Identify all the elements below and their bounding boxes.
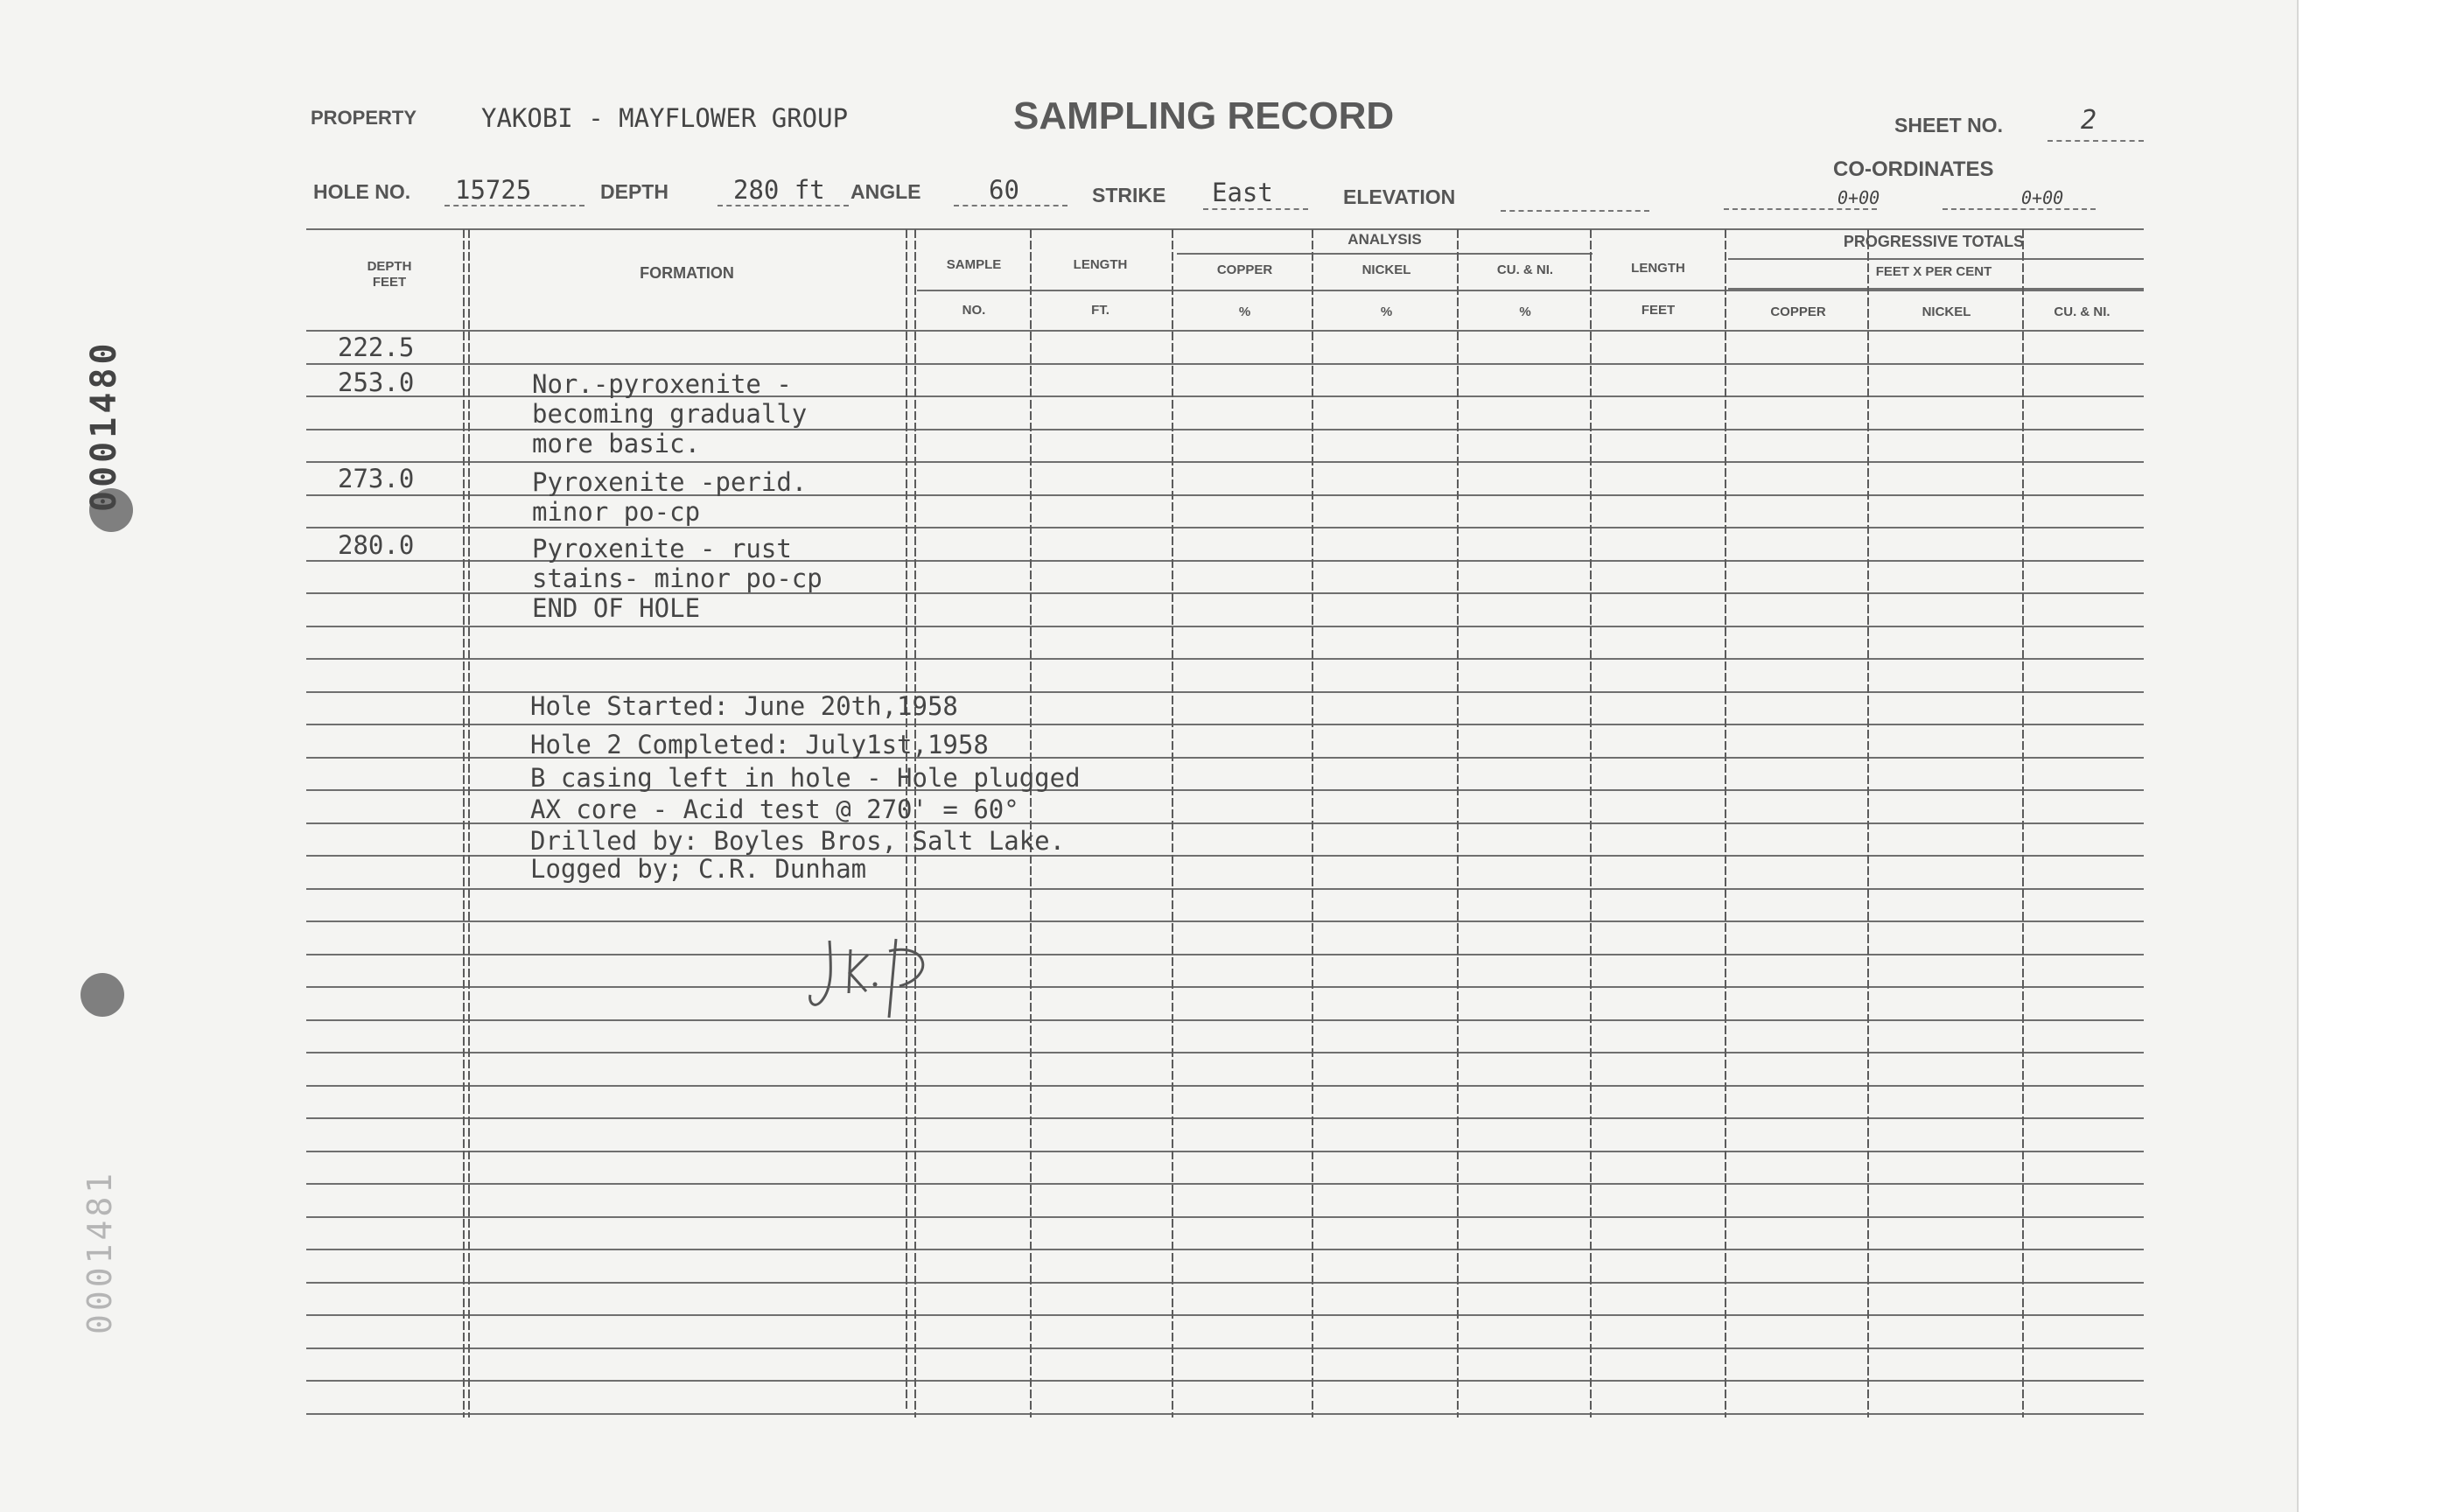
depth-entry: 280.0 (338, 530, 415, 560)
strike-label: STRIKE (1092, 184, 1166, 206)
formation-line: stains- minor po-cp (532, 564, 822, 593)
col-pct-nickel: % (1380, 304, 1393, 319)
depth-entry: 222.5 (338, 332, 415, 362)
depth-entry: 273.0 (338, 464, 415, 494)
depth-label: DEPTH (600, 180, 668, 203)
col-cu-ni-2: CU. & NI. (2054, 304, 2110, 319)
depth-entry: 253.0 (338, 368, 415, 397)
col-cu-ni: CU. & NI. (1496, 262, 1554, 277)
col-length-ft: FT. (1091, 303, 1110, 318)
formation-line: END OF HOLE (532, 593, 701, 623)
col-progressive-totals: PROGRESSIVE TOTALS (1843, 233, 2025, 250)
angle-label: ANGLE (850, 180, 921, 203)
formation-line: more basic. (532, 429, 701, 458)
col-feet: FEET (1641, 303, 1676, 318)
col-length-2: LENGTH (1631, 261, 1685, 276)
col-length: LENGTH (1073, 257, 1128, 272)
formation-line: Pyroxenite - rust (532, 534, 792, 564)
sheet-no-label: SHEET NO. (1894, 114, 2003, 136)
col-feet-x-per-cent: FEET X PER CENT (1875, 264, 1992, 279)
side-stamp-bottom: 0001481 (80, 1169, 119, 1334)
col-formation: FORMATION (640, 264, 734, 282)
formation-line: becoming gradually (532, 399, 808, 429)
col-copper-2: COPPER (1770, 304, 1826, 319)
hole-no-label: HOLE NO. (313, 180, 411, 203)
col-sample: SAMPLE (946, 257, 1002, 272)
page-title: SAMPLING RECORD (1013, 94, 1395, 137)
elevation-label: ELEVATION (1343, 186, 1456, 208)
note-line: Drilled by: Boyles Bros, Salt Lake. (530, 826, 1066, 856)
note-line: Logged by; C.R. Dunham (530, 854, 867, 884)
coordinate-1: 0+00 (1838, 187, 1880, 208)
col-copper: COPPER (1216, 262, 1273, 277)
side-stamp-top: 0001480 (84, 340, 124, 512)
col-depth-feet: DEPTH FEET (367, 259, 412, 290)
col-nickel-2: NICKEL (1922, 304, 1971, 319)
depth-value: 280 ft (733, 175, 825, 205)
signature-initials (805, 923, 945, 1028)
formation-line: Nor.-pyroxenite - (532, 369, 792, 399)
note-line: B casing left in hole - Hole plugged (530, 763, 1081, 793)
formation-line: minor po-cp (532, 497, 701, 527)
col-pct-cu-ni: % (1519, 304, 1531, 319)
coordinate-2: 0+00 (2021, 187, 2064, 208)
formation-line: Pyroxenite -perid. (532, 467, 808, 497)
strike-value: East (1212, 178, 1273, 207)
note-line: AX core - Acid test @ 270' = 60° (530, 794, 1019, 824)
hole-no-value: 15725 (455, 175, 532, 205)
col-nickel: NICKEL (1362, 262, 1411, 277)
property-value: YAKOBI - MAYFLOWER GROUP (481, 103, 849, 133)
col-sample-no: NO. (962, 303, 986, 318)
col-analysis: ANALYSIS (1348, 231, 1422, 248)
coordinates-label: CO-ORDINATES (1833, 158, 1994, 181)
note-line: Hole Started: June 20th,1958 (530, 691, 958, 721)
property-label: PROPERTY (311, 107, 417, 129)
note-line: Hole 2 Completed: July1st,1958 (530, 730, 989, 760)
angle-value: 60 (989, 175, 1019, 205)
col-pct-copper: % (1238, 304, 1251, 319)
sheet-no-value: 2 (2081, 105, 2097, 136)
